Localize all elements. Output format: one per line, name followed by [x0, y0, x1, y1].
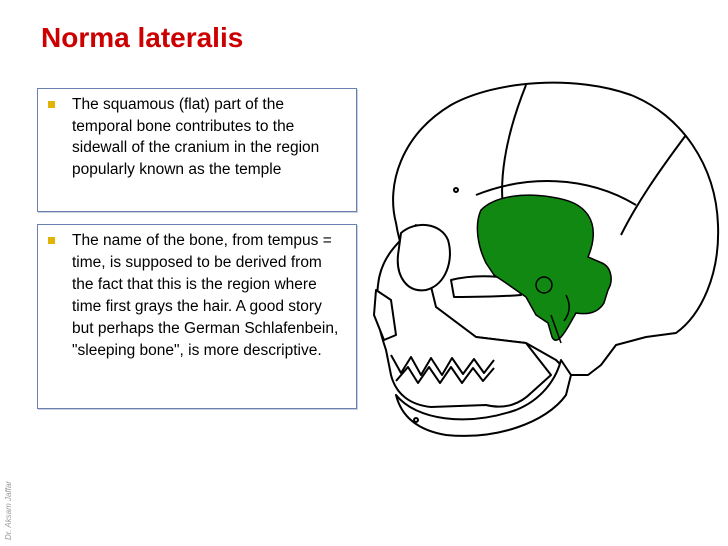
bullet-text-2: The name of the bone, from tempus = time, is supposed to be derived from the fact that this is the region where time first grays the hair. A good story but perhaps the German Schlafenbein, "sleeping bone", is more descriptive.: [72, 232, 339, 359]
author-credit: Dr. Aksam Jaffar: [4, 481, 13, 540]
bullet-text-1: The squamous (flat) part of the temporal bone contributes to the sidewall of the cranium in the region popularly known as the temple: [72, 96, 320, 178]
skull-illustration: [356, 75, 726, 447]
bullet-box-1: [37, 88, 357, 212]
bullet-square-icon: [48, 101, 55, 108]
supraorbital-foramen: [454, 188, 458, 192]
slide-title: Norma lateralis: [41, 22, 244, 53]
orbit: [398, 225, 450, 290]
bullet-box-2: [37, 224, 357, 409]
mental-foramen: [414, 418, 418, 422]
bullet-square-icon: [48, 237, 55, 244]
